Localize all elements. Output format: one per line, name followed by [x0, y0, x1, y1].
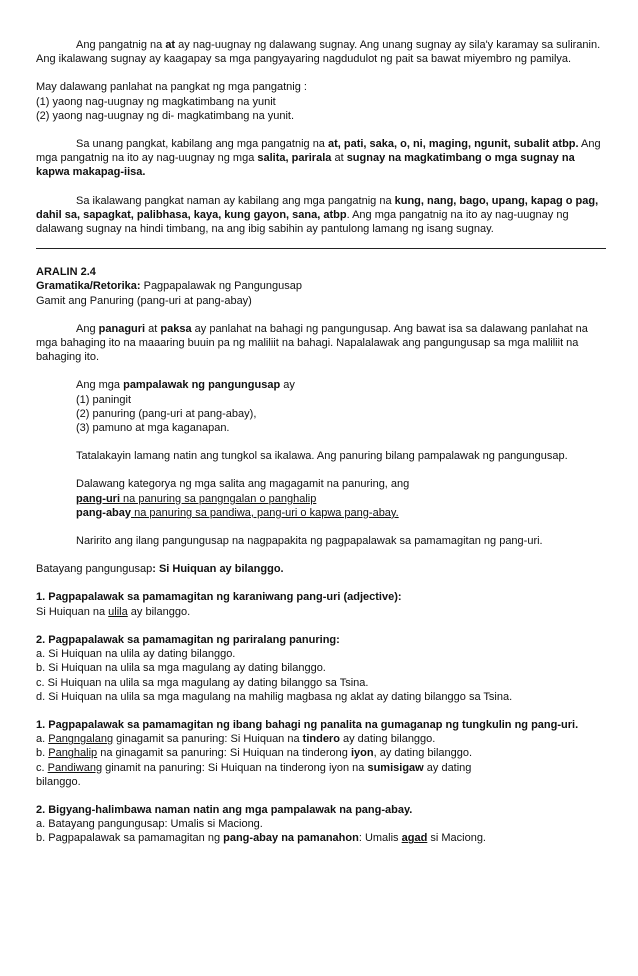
bold-term: pang-uri: [76, 492, 120, 505]
text: Batayang pangungusap: [36, 563, 153, 576]
text: ay dating bilanggo.: [339, 733, 436, 746]
paragraph-second-group: [36, 194, 606, 237]
lesson-subtitle: Gamit ang Panuring (pang-uri at pang-abay): [36, 294, 252, 307]
section-title: 1. Pagpapalawak sa pamamagitan ng karaniwang pang-uri (adjective):: [36, 591, 402, 604]
list-item: [36, 831, 606, 845]
bold-term: at: [165, 39, 176, 51]
text: a.: [36, 733, 49, 746]
list-item: (2) yaong nag-uugnay ng di- magkatimbang na yunit.: [36, 109, 295, 122]
text: at: [331, 152, 347, 165]
bold-term: paksa: [160, 322, 192, 335]
text: Sa unang pangkat, kabilang ang mga pangatnig na: [76, 138, 328, 151]
text: Si Huiquan na: [36, 605, 109, 618]
bold-term: pang-abay: [76, 506, 132, 519]
list-item: b. Si Huiquan na ulila sa mga magulang ay dating bilanggo.: [36, 662, 326, 675]
underlined-text: na panuring sa pandiwa, pang-uri o kapwa pang-abay.: [131, 506, 399, 519]
paragraph-first-group: [36, 137, 606, 180]
list-item: [36, 732, 606, 746]
text: at: [145, 322, 161, 335]
list-item: [36, 746, 606, 760]
section-title: 2. Pagpapalawak sa pamamagitan ng pariralang panuring:: [36, 633, 340, 646]
paragraph-at-explanation: [36, 38, 606, 66]
text: Ang mga pangatnig na ito ay nag-uugnay ng mga: [36, 138, 601, 165]
text: ay: [280, 379, 295, 392]
underlined-text: ulila: [108, 605, 128, 618]
list-item: c. Si Huiquan na ulila sa mga magulang ay dating bilanggo sa Tsina.: [36, 676, 369, 689]
document-page: [36, 38, 606, 846]
block-pampalawak: [36, 378, 606, 548]
definition-pang-abay: [76, 506, 606, 520]
underlined-text: agad: [401, 832, 428, 845]
list-item: (1) paningit: [76, 393, 132, 406]
text: b.: [36, 747, 49, 760]
text: Sa ikalawang pangkat naman ay kabilang ang mga pangatnig na: [76, 194, 395, 207]
list-item: a. Batayang pangungusap: Umalis si Maciong.: [36, 818, 263, 831]
text: ay bilanggo.: [127, 605, 191, 618]
text: na panuring sa pangngalan o panghalip: [120, 492, 317, 505]
section-1-title: [36, 590, 606, 604]
bold-term: pang-abay na pamanahon: [223, 832, 359, 845]
text: c.: [36, 761, 48, 774]
text: si Maciong.: [427, 832, 486, 845]
bold-term: at, pati, saka, o, ni, maging, ngunit, subalit atbp.: [327, 138, 579, 151]
section-title: 1. Pagpapalawak sa pamamagitan ng ibang bahagi ng panalita na gumaganap ng tungkulin ng pang-uri.: [36, 718, 579, 731]
underlined-text: Pangngalang: [48, 733, 114, 746]
paragraph-tatalakayin: Tatalakayin lamang natin ang tungkol sa ikalawa. Ang panuring bilang pampalawak ng pangungusap.: [76, 450, 568, 463]
text: b. Pagpapalawak sa pamamagitan ng: [36, 832, 224, 845]
text: Ang pangatnig na: [76, 39, 166, 51]
text: Ang mga: [76, 379, 124, 392]
bold-term: kung, nang, bago, upang, kapag o pag, dahil sa, sapagkat, palibhasa, kaya, kung gayon, sana, atbp: [36, 194, 599, 221]
lesson-subheading: [36, 279, 606, 293]
text: : Umalis: [358, 832, 402, 845]
text: ginamit na panuring: Si Huiquan na tinderong iyon na: [102, 761, 368, 774]
bold-term: Gramatika/Retorika:: [36, 280, 141, 293]
text: ay dating bilanggo.: [36, 761, 472, 788]
paragraph-kategorya: Dalawang kategorya ng mga salita ang magagamit na panuring, ang: [76, 478, 410, 491]
text: ay nag-uugnay ng dalawang sugnay. Ang unang sugnay ay sila'y karamay sa suliranin. Ang ikalawang sugnay ay kaagapay sa mga pangyayaring nagdudulot ng pait sa bawat miyembro ng pamilya.: [36, 39, 601, 66]
text: na ginagamit sa panuring: Si Huiquan na tinderong: [97, 747, 351, 760]
section-title: 2. Bigyang-halimbawa naman natin ang mga pampalawak na pang-abay.: [36, 803, 413, 816]
bold-term: sumisigaw: [367, 761, 424, 774]
text: . Ang mga pangatnig na ito ay nag-uugnay ng dalawang sugnay na hindi timbang, na ang ibig sabihin ay pantulong lamang ng isang sugnay.: [36, 208, 569, 236]
bold-term: salita, parirala: [257, 152, 332, 165]
lesson-heading: [36, 265, 606, 279]
underlined-text: Pandiwang: [47, 761, 103, 774]
bold-term: tindero: [302, 733, 340, 746]
paragraph-two-groups: May dalawang panlahat na pangkat ng mga pangatnig :: [36, 81, 307, 94]
section-1-example: [36, 605, 606, 619]
list-item: (2) panuring (pang-uri at pang-abay),: [76, 407, 257, 420]
text: ginagamit sa panuring: Si Huiquan na: [113, 733, 303, 746]
list-item: [36, 761, 606, 789]
section-2-title: [36, 633, 606, 647]
paragraph-panaguri-paksa: [36, 322, 606, 365]
base-sentence: [36, 562, 606, 576]
list-item: a. Si Huiquan na ulila ay dating bilanggo.: [36, 648, 236, 661]
horizontal-divider: [36, 248, 606, 249]
underlined-text: Panghalip: [48, 747, 98, 760]
lesson-number: ARALIN 2.4: [36, 266, 96, 279]
paragraph-naririto: Naririto ang ilang pangungusap na nagpapakita ng pagpapalawak sa pamamagitan ng pang-uri.: [76, 535, 543, 548]
text: ay panlahat na bahagi ng pangungusap. Ang bawat isa sa dalawang panlahat na mga bahaging ito na maaaring buuin pa ng maliliit na bahagi. Napalalawak ang pangungusap sa mga maliliit na bahaging ito.: [36, 322, 588, 364]
list-item: (1) yaong nag-uugnay ng magkatimbang na yunit: [36, 95, 276, 108]
definition-pang-uri: [76, 492, 606, 506]
bold-term: panaguri: [98, 322, 146, 335]
text: Pagpapalawak ng Pangungusap: [140, 280, 303, 293]
bold-term: : Si Huiquan ay bilanggo.: [152, 563, 284, 576]
list-item: (3) pamuno at mga kaganapan.: [76, 422, 230, 435]
section-3-title: [36, 718, 606, 732]
list-item: d. Si Huiquan na ulila sa mga magulang na mahilig magbasa ng aklat ay dating bilanggo sa Tsina.: [36, 690, 513, 703]
text: , ay dating bilanggo.: [373, 747, 473, 760]
text: Ang: [76, 322, 99, 335]
pampalawak-intro: [76, 378, 606, 392]
bold-term: pampalawak ng pangungusap: [123, 379, 281, 392]
bold-term: iyon: [350, 747, 374, 760]
bold-term: sugnay na magkatimbang o mga sugnay na kapwa makapag-iisa.: [36, 152, 575, 179]
section-4-title: [36, 803, 606, 817]
